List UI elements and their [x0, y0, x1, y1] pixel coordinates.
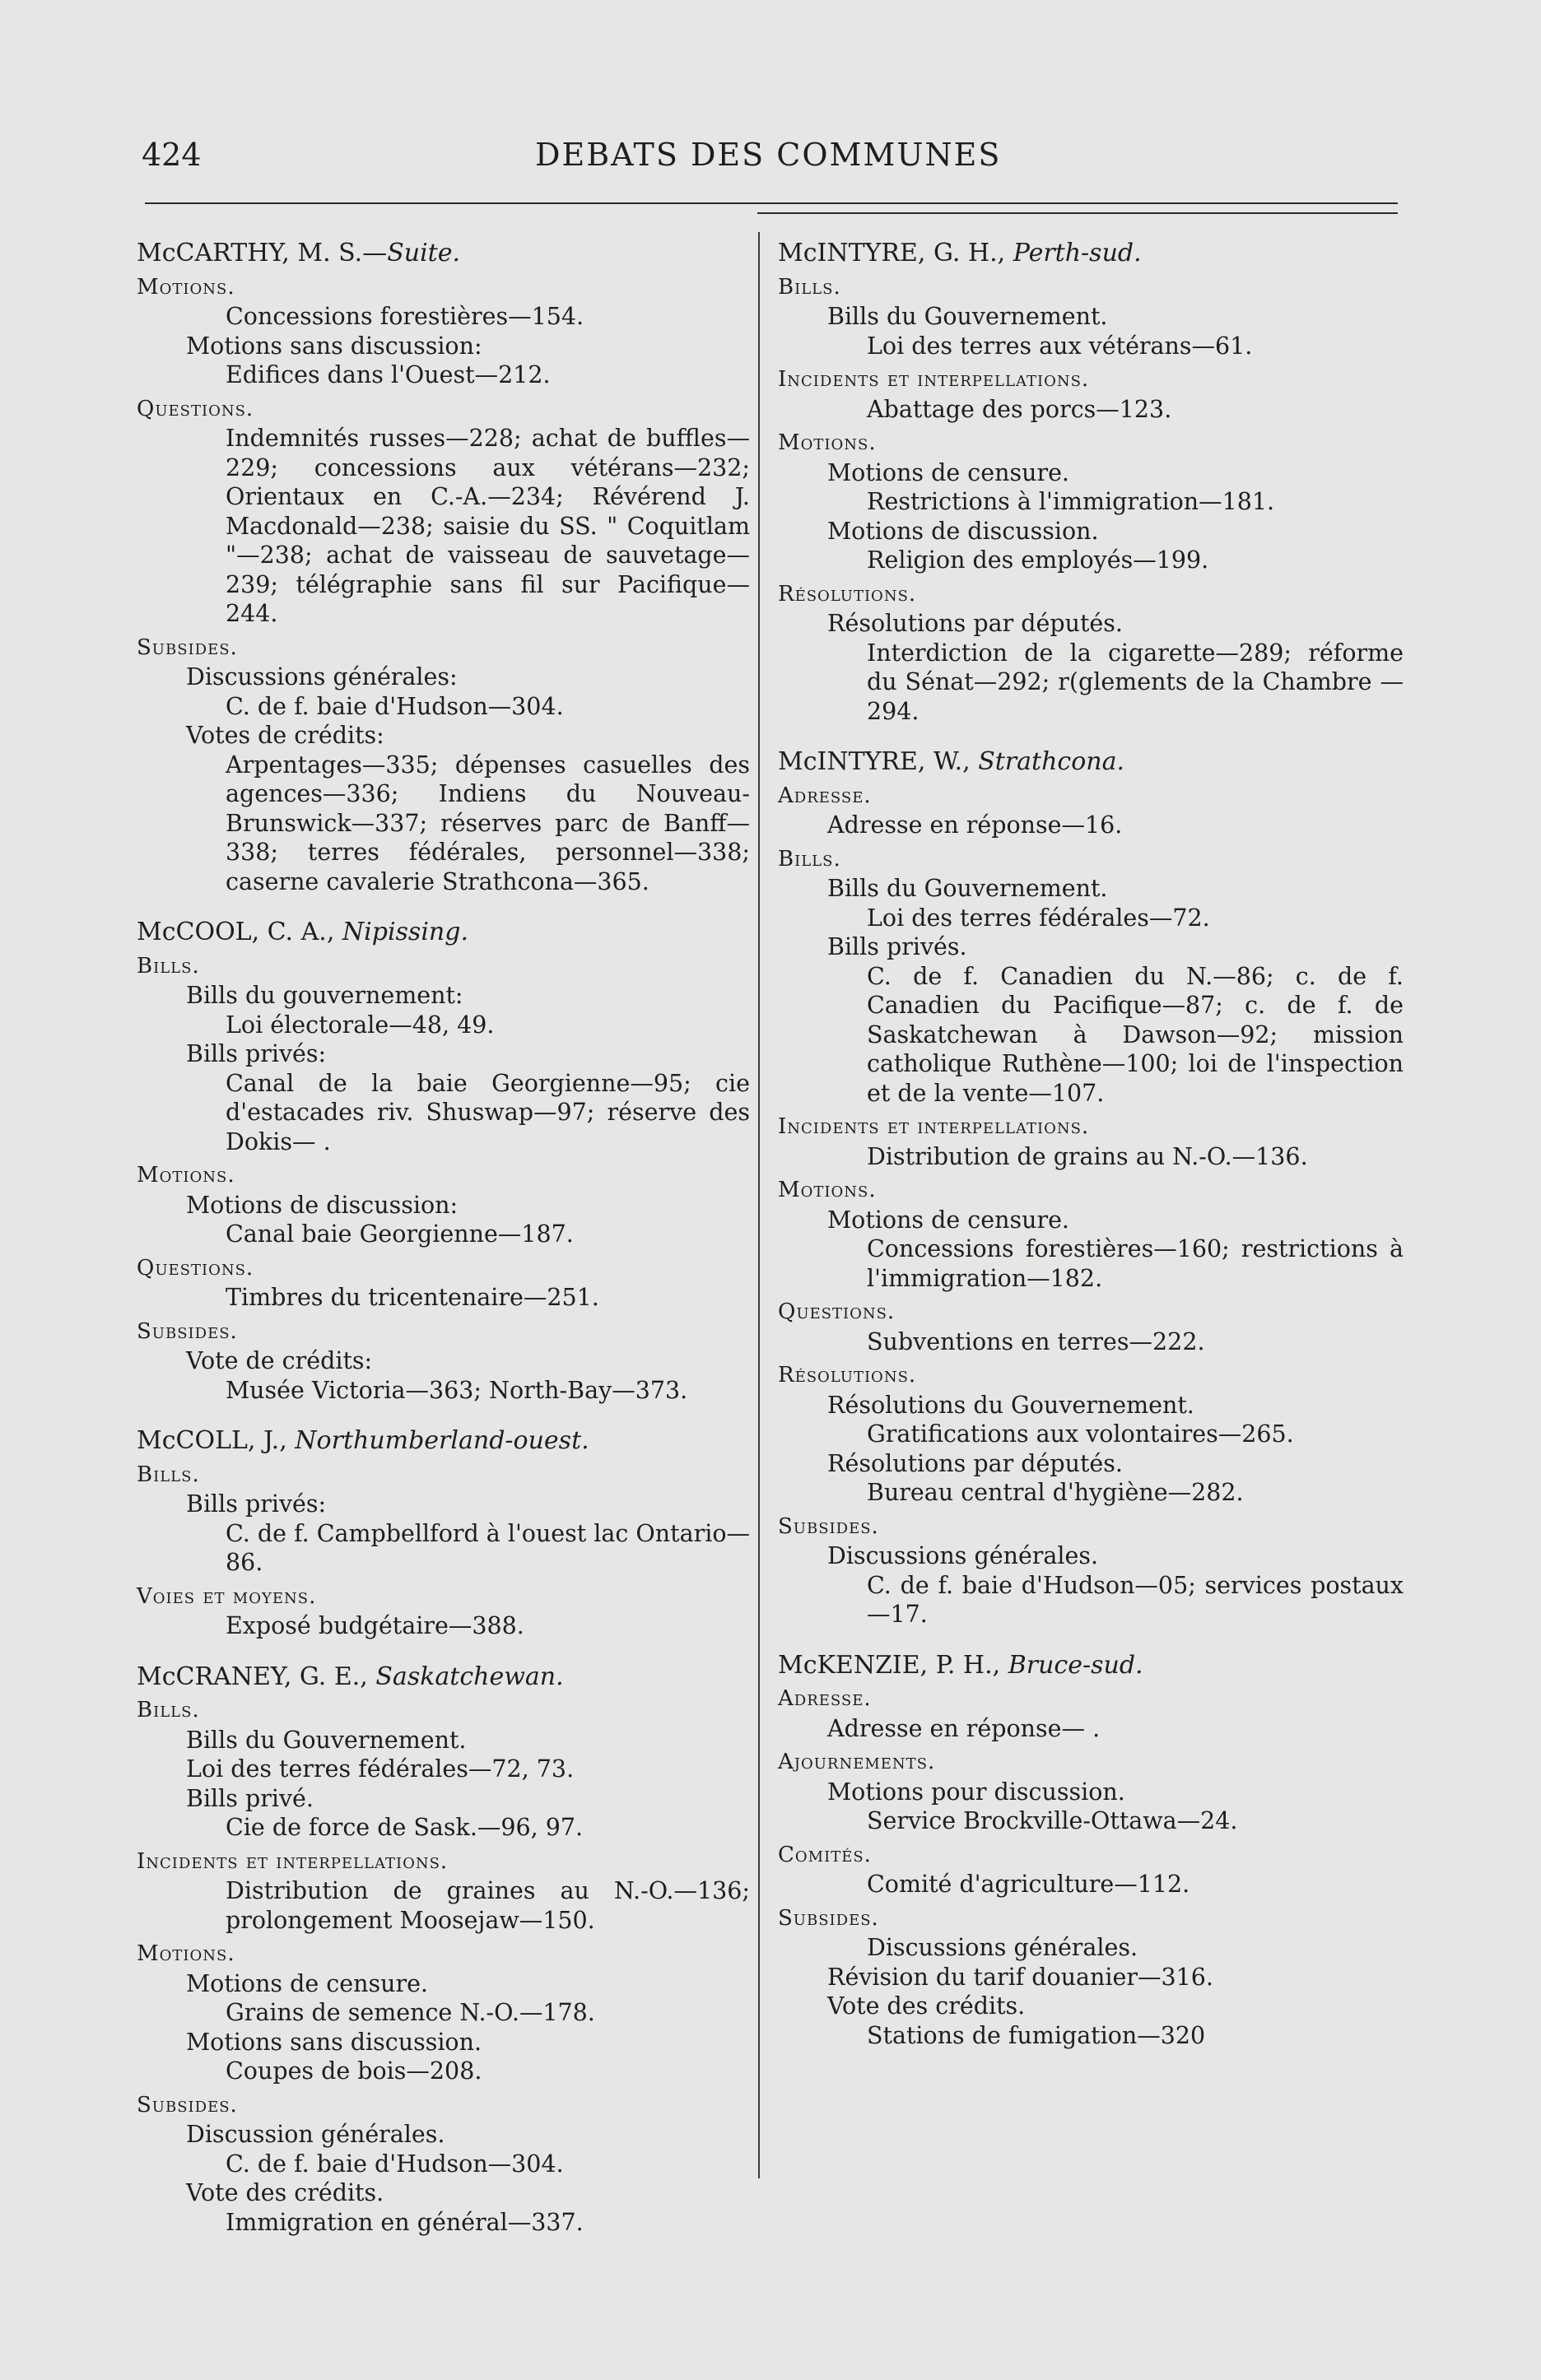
index-line: Loi des terres aux vétérans—61.	[867, 332, 1253, 360]
index-line: C. de f. Canadien du N.—86; c. de f. Canadien du Pacifique—87; c. de f. de Saskatchewan à Dawson—92; mission catholique Ruthène—100; loi de l'inspection et de la vente—107.	[867, 962, 1404, 1107]
section-heading: Bills.	[778, 846, 841, 872]
section-heading: Subsides.	[137, 2092, 238, 2117]
index-line: Révision du tarif douanier—316.	[827, 1963, 1213, 1991]
index-line: Vote des crédits.	[827, 1992, 1026, 2020]
section-heading: Bills.	[137, 1698, 200, 1722]
index-entry	[137, 1426, 750, 1641]
index-line: Concessions forestières—160; restrictions à l'immigration—182.	[867, 1235, 1404, 1292]
section-heading: Subsides.	[778, 1513, 879, 1539]
index-line: Loi des terres fédérales—72.	[867, 904, 1210, 932]
index-line: Motions de censure.	[186, 1969, 428, 1997]
index-line: Motions pour discussion.	[827, 1778, 1125, 1806]
section-heading: Subsides.	[137, 1318, 238, 1344]
index-line: Concessions forestières—154.	[226, 303, 584, 330]
index-entry	[137, 918, 750, 1405]
index-line: Distribution de grains au N.-O.—136.	[867, 1142, 1308, 1170]
section-heading: Incidents et interpellations.	[137, 1848, 449, 1874]
index-entry	[137, 1662, 750, 2238]
index-line: Bills du gouvernement:	[186, 982, 463, 1009]
section-heading: Résolutions.	[778, 581, 917, 607]
member-name: McCOLL, J.,	[137, 1426, 296, 1455]
index-entry	[778, 239, 1404, 726]
index-line: Résolutions par députés.	[827, 1449, 1123, 1477]
index-line: Loi électorale—48, 49.	[226, 1011, 495, 1039]
index-line: C. de f. Campbellford à l'ouest lac Ontario—86.	[226, 1519, 750, 1576]
index-line: Stations de fumigation—320	[867, 2021, 1206, 2049]
section-heading: Questions.	[778, 1299, 896, 1324]
index-line: Discussions générales:	[186, 663, 458, 690]
index-entry	[137, 239, 750, 896]
index-line: Cie de force de Sask.—96, 97.	[226, 1814, 584, 1841]
index-line: Immigration en général—337.	[226, 2208, 584, 2236]
entry-heading	[778, 1651, 1404, 1680]
member-name: McINTYRE, G. H.,	[778, 239, 1013, 267]
constituency: Strathcona.	[978, 747, 1125, 776]
section-heading: Questions.	[137, 396, 254, 421]
index-line: Motions de censure.	[827, 1206, 1069, 1234]
entry-heading	[778, 239, 1404, 268]
section-heading: Adresse.	[778, 783, 872, 808]
index-line: Restrictions à l'immigration—181.	[867, 488, 1275, 515]
index-line: Discussions générales.	[827, 1542, 1099, 1569]
index-line: Votes de crédits:	[186, 722, 384, 749]
index-line: Indemnités russes—228; achat de buffles—229; concessions aux vétérans—232; Orientaux en C.-A.—234; Révérend J. Macdonald—238; saisie du SS. " Coquitlam "—238; achat de vaisseau de sauvetage—239; télégraphie sans fil sur Pacifique—244.	[226, 425, 750, 627]
section-heading: Motions.	[778, 430, 877, 455]
column-divider	[758, 232, 760, 2178]
index-line: Canal de la baie Georgienne—95; cie d'estacades riv. Shuswap—97; réserve des Dokis— .	[226, 1069, 750, 1155]
constituency: Perth-sud.	[1013, 239, 1142, 267]
index-line: C. de f. baie d'Hudson—304.	[226, 2150, 564, 2178]
index-line: Bills du Gouvernement.	[186, 1726, 467, 1754]
index-line: Exposé budgétaire—388.	[226, 1612, 524, 1639]
constituency: Northumberland-ouest.	[295, 1426, 589, 1455]
section-heading: Bills.	[137, 953, 200, 978]
index-line: Bills du Gouvernement.	[827, 303, 1108, 330]
constituency: Nipissing.	[342, 918, 468, 946]
entry-heading	[778, 747, 1404, 777]
member-name: McINTYRE, W.,	[778, 747, 979, 776]
section-heading: Adresse.	[778, 1686, 872, 1711]
section-heading: Motions.	[137, 274, 235, 300]
section-heading: Subsides.	[778, 1905, 879, 1931]
index-line: Bureau central d'hygiène—282.	[867, 1479, 1244, 1506]
index-line: Canal baie Georgienne—187.	[226, 1220, 574, 1248]
index-line: Religion des employés—199.	[867, 546, 1209, 574]
index-line: Loi des terres fédérales—72, 73.	[186, 1755, 575, 1783]
constituency: Saskatchewan.	[375, 1662, 564, 1691]
constituency: Suite.	[387, 239, 461, 267]
index-line: Arpentages—335; dépenses casuelles des agences—336; Indiens du Nouveau-Brunswick—337; réserves parc de Banff—338; terres fédérales, personnel—338; caserne cavalerie Strathcona—365.	[226, 751, 750, 895]
entry-heading	[137, 1426, 750, 1456]
index-line: Bills privés:	[186, 1490, 327, 1518]
index-line: Résolutions du Gouvernement.	[827, 1391, 1194, 1419]
index-line: Comité d'agriculture—112.	[867, 1871, 1190, 1898]
running-title: DEBATS DES COMMUNES	[535, 137, 1002, 173]
index-line: Bills privés.	[827, 933, 967, 960]
section-heading: Subsides.	[137, 635, 238, 660]
index-line: Motions de censure.	[827, 458, 1069, 486]
index-line: Résolutions par députés.	[827, 610, 1123, 637]
index-line: Subventions en terres—222.	[867, 1327, 1205, 1355]
member-name: McCOOL, C. A.,	[137, 918, 342, 946]
index-line: C. de f. baie d'Hudson—304.	[226, 692, 564, 720]
constituency: Bruce-sud.	[1008, 1650, 1143, 1680]
index-line: Distribution de graines au N.-O.—136; prolongement Moosejaw—150.	[226, 1877, 750, 1934]
member-name: McCARTHY, M. S.—	[137, 239, 388, 267]
section-heading: Questions.	[137, 1255, 254, 1281]
section-heading: Ajournements.	[778, 1750, 936, 1774]
index-line: Motions de discussion.	[827, 517, 1099, 545]
index-line: Abattage des porcs—123.	[867, 395, 1172, 423]
section-heading: Incidents et interpellations.	[778, 1114, 1090, 1139]
left-column	[137, 239, 750, 2258]
section-heading: Incidents et interpellations.	[778, 367, 1090, 392]
section-heading: Motions.	[778, 1178, 877, 1202]
index-line: Timbres du tricentenaire—251.	[226, 1284, 599, 1311]
index-line: Vote de crédits:	[186, 1347, 373, 1374]
index-line: Service Brockville-Ottawa—24.	[867, 1807, 1238, 1834]
index-line: Discussions générales.	[867, 1934, 1138, 1961]
index-line: Discussion générales.	[186, 2121, 445, 2148]
page-number: 424	[142, 137, 202, 173]
index-line: Motions sans discussion.	[186, 2028, 482, 2056]
index-line: Motions sans discussion:	[186, 332, 482, 360]
index-line: Vote des crédits.	[186, 2179, 384, 2206]
right-column	[778, 239, 1404, 2071]
header-rule-bottom	[757, 212, 1398, 214]
index-line: Musée Victoria—363; North-Bay—373.	[226, 1376, 688, 1404]
index-line: Bills du Gouvernement.	[827, 875, 1108, 902]
index-line: Adresse en réponse— .	[827, 1714, 1101, 1742]
member-name: McCRANEY, G. E.,	[137, 1662, 376, 1691]
index-line: Coupes de bois—208.	[226, 2057, 482, 2085]
index-line: Grains de semence N.-O.—178.	[226, 1999, 595, 2026]
entry-heading	[137, 918, 750, 947]
section-heading: Bills.	[778, 274, 841, 300]
section-heading: Résolutions.	[778, 1363, 917, 1388]
header-rule-top	[145, 202, 1398, 204]
section-heading: Motions.	[137, 1163, 235, 1188]
section-heading: Bills.	[137, 1462, 200, 1487]
section-heading: Voies et moyens.	[137, 1583, 317, 1609]
index-line: Interdiction de la cigarette—289; réforme du Sénat—292; r(glements de la Chambre —294.	[867, 639, 1404, 725]
section-heading: Comités.	[778, 1842, 872, 1867]
index-line: Bills privés:	[186, 1040, 327, 1067]
member-name: McKENZIE, P. H.,	[778, 1650, 1008, 1680]
index-line: Gratifications aux volontaires—265.	[867, 1420, 1294, 1448]
index-line: Bills privé.	[186, 1784, 314, 1812]
index-line: Edifices dans l'Ouest—212.	[226, 361, 551, 388]
index-line: Motions de discussion:	[186, 1191, 459, 1219]
index-entry	[778, 747, 1404, 1629]
section-heading: Motions.	[137, 1941, 235, 1966]
entry-heading	[137, 1662, 750, 1692]
entry-heading	[137, 239, 750, 268]
index-line: Adresse en réponse—16.	[827, 811, 1123, 839]
index-line: C. de f. baie d'Hudson—05; services postaux—17.	[867, 1571, 1404, 1628]
index-entry	[778, 1651, 1404, 2051]
